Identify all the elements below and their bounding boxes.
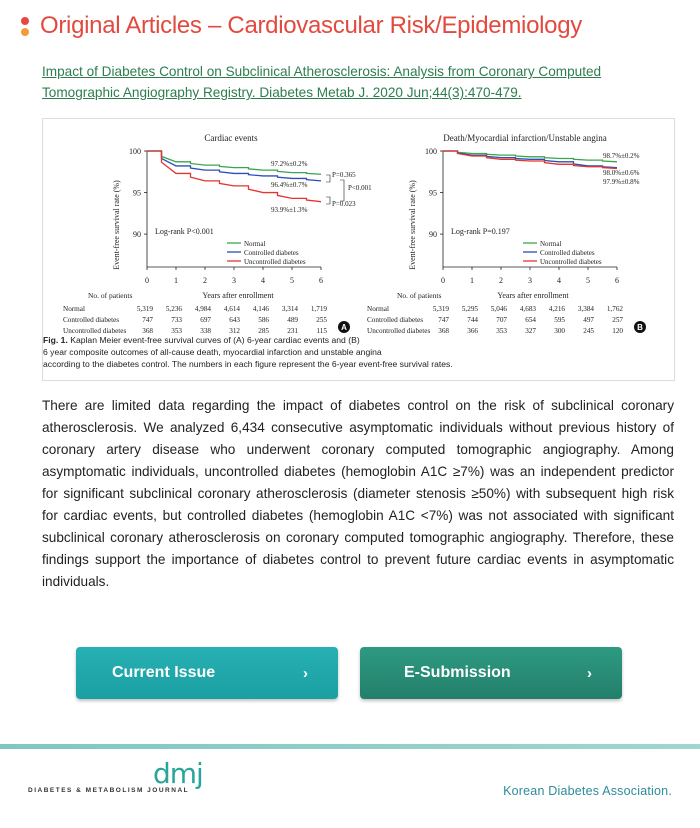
count-cell: 338 (200, 327, 211, 335)
x-tick-label: 4 (557, 276, 561, 285)
figure-caption-label: Fig. 1. (43, 335, 68, 345)
count-cell: 1,719 (310, 305, 327, 313)
count-cell: 4,984 (194, 305, 211, 313)
count-cell: 257 (612, 316, 623, 324)
count-cell: 368 (142, 327, 153, 335)
journal-logo[interactable] (28, 757, 218, 801)
count-cell: 245 (583, 327, 594, 335)
x-tick-label: 3 (528, 276, 532, 285)
count-cell: 255 (316, 316, 327, 324)
count-cell: 747 (142, 316, 153, 324)
panel-a-annotation-uncontrolled: 93.9%±1.3% (271, 206, 308, 214)
count-cell: 707 (496, 316, 507, 324)
panel-b-annotation-controlled: 98.0%±0.6% (603, 169, 640, 177)
e-submission-button[interactable] (360, 647, 622, 699)
logo-dmj-text: dmj (153, 757, 203, 790)
x-tick-label: 0 (145, 276, 149, 285)
article-citation-link[interactable]: Impact of Diabetes Control on Subclinical Atherosclerosis: Analysis from Coronary Computed Tomographic Angiography Registry. Diabetes Metab J. 2020 Jun;44(3):470-479. (42, 64, 602, 100)
count-cell: 595 (554, 316, 565, 324)
y-tick-label: 90 (429, 230, 437, 240)
count-cell: 489 (287, 316, 298, 324)
count-cell: 733 (171, 316, 182, 324)
count-cell: 5,319 (432, 305, 449, 313)
x-tick-label: 1 (470, 276, 474, 285)
count-cell: 3,384 (577, 305, 594, 313)
panel-a-xlabel: Years after enrollment (202, 291, 274, 300)
legend-label-normal: Normal (244, 240, 266, 248)
panel-a-bracket-1 (326, 175, 330, 182)
y-tick-label: 100 (425, 147, 437, 156)
chevron-right-icon: › (303, 664, 308, 682)
count-cell: 643 (229, 316, 240, 324)
legend-label-uncontrolled: Uncontrolled diabetes (540, 258, 602, 266)
legend-label-normal: Normal (540, 240, 562, 248)
panel-a-logrank: Log-rank P<0.001 (155, 227, 214, 236)
count-cell: 312 (229, 327, 240, 335)
panel-a-annotation-normal: 97.2%±0.2% (271, 160, 308, 168)
panel-b-annotation-normal: 98.7%±0.2% (603, 152, 640, 160)
count-cell: 353 (171, 327, 182, 335)
logo-subtitle: DIABETES & METABOLISM JOURNAL (28, 787, 190, 794)
chevron-right-icon: › (587, 664, 592, 682)
panel-b-xlabel: Years after enrollment (497, 291, 569, 300)
count-cell: 4,146 (252, 305, 269, 313)
count-cell: 747 (438, 316, 449, 324)
panel-a-pvalue-2: P<0.001 (348, 184, 372, 192)
panel-a-bracket-3 (326, 197, 330, 204)
row-label-controlled: Controlled diabetes (367, 316, 424, 324)
panel-a-bracket-2 (340, 180, 344, 201)
footer-divider (0, 744, 700, 749)
y-tick-label: 95 (133, 188, 141, 198)
series-line-uncontrolled (147, 151, 321, 202)
count-cell: 5,046 (490, 305, 507, 313)
count-cell: 5,236 (165, 305, 182, 313)
panel-b-annotation-uncontrolled: 97.9%±0.8% (603, 178, 640, 186)
count-cell: 586 (258, 316, 269, 324)
header-bullet-icon (20, 17, 30, 36)
y-tick-label: 95 (429, 188, 437, 198)
count-cell: 654 (525, 316, 536, 324)
row-label-uncontrolled: Uncontrolled diabetes (367, 327, 431, 335)
count-cell: 120 (612, 327, 623, 335)
page-title: Original Articles – Cardiovascular Risk/Epidemiology (40, 12, 582, 39)
figure-caption-line-1: Kaplan Meier event-free survival curves of (A) 6-year cardiac events and (B) (67, 335, 360, 345)
count-cell: 5,295 (461, 305, 478, 313)
panel-a-pvalue-3: P=0.023 (332, 200, 356, 208)
panel-a-badge-label: A (341, 323, 347, 332)
count-cell: 353 (496, 327, 507, 335)
panel-a-patients-label: No. of patients (88, 291, 133, 300)
count-cell: 231 (287, 327, 298, 335)
figure (42, 118, 675, 381)
x-tick-label: 6 (319, 276, 323, 285)
count-cell: 697 (200, 316, 211, 324)
x-tick-label: 5 (586, 276, 590, 285)
row-label-normal: Normal (367, 305, 389, 313)
count-cell: 3,314 (281, 305, 298, 313)
figure-caption-line-3: according to the diabetes control. The numbers in each figure represent the 6-year event-free survival rates. (43, 359, 453, 369)
row-label-uncontrolled: Uncontrolled diabetes (63, 327, 127, 335)
count-cell: 5,319 (136, 305, 153, 313)
panel-b-logrank: Log-rank P=0.197 (451, 227, 510, 236)
count-cell: 300 (554, 327, 565, 335)
count-cell: 4,683 (519, 305, 536, 313)
row-label-normal: Normal (63, 305, 85, 313)
panel-a-ylabel: Event-free survival rate (%) (112, 180, 121, 270)
legend-label-controlled: Controlled diabetes (244, 249, 299, 257)
count-cell: 327 (525, 327, 536, 335)
count-cell: 4,614 (223, 305, 240, 313)
x-tick-label: 5 (290, 276, 294, 285)
count-cell: 497 (583, 316, 594, 324)
count-cell: 366 (467, 327, 478, 335)
x-tick-label: 2 (203, 276, 207, 285)
legend-label-controlled: Controlled diabetes (540, 249, 595, 257)
x-tick-label: 3 (232, 276, 236, 285)
kaplan-meier-figure (43, 119, 676, 382)
count-cell: 1,762 (606, 305, 623, 313)
panel-a-title: Cardiac events (204, 133, 258, 143)
figure-caption (43, 335, 453, 369)
x-tick-label: 4 (261, 276, 265, 285)
panel-a (63, 133, 372, 335)
current-issue-button[interactable] (76, 647, 338, 699)
count-cell: 744 (467, 316, 478, 324)
figure-caption-line-2: 6 year composite outcomes of all-cause death, myocardial infarction and unstable angina (43, 347, 382, 357)
x-tick-label: 1 (174, 276, 178, 285)
current-issue-label: Current Issue (112, 664, 216, 681)
y-tick-label: 100 (129, 147, 141, 156)
panel-a-pvalue-1: P=0.365 (332, 171, 356, 179)
x-tick-label: 2 (499, 276, 503, 285)
page-header (20, 12, 582, 40)
panel-b-title: Death/Myocardial infarction/Unstable angina (443, 133, 607, 143)
count-cell: 115 (316, 327, 327, 335)
panel-b (367, 133, 646, 335)
panel-a-annotation-controlled: 96.4%±0.7% (271, 181, 308, 189)
y-tick-label: 90 (133, 230, 141, 240)
x-tick-label: 6 (615, 276, 619, 285)
count-cell: 4,216 (548, 305, 565, 313)
abstract-text: There are limited data regarding the impact of diabetes control on the risk of subclinical coronary atherosclerosis. We analyzed 6,434 consecutive asymptomatic individuals without previous history of coronary artery disease who underwent coronary computed tomographic angiography. Among asymptomatic individuals, uncontrolled diabetes (hemoglobin A1C ≥7%) was an independent predictor for significant subclinical coronary atherosclerosis (diameter stenosis ≥50%) with subsequent high risk for cardiac events, but controlled diabetes (hemoglobin A1C <7%) was not associated with significant subclinical coronary atherosclerosis on coronary computed tomographic angiography. Therefore, these findings support the importance of diabetes control to prevent future cardiac events in asymptomatic individuals. (42, 398, 674, 589)
association-name: Korean Diabetes Association. (503, 784, 672, 798)
x-tick-label: 0 (441, 276, 445, 285)
legend-label-uncontrolled: Uncontrolled diabetes (244, 258, 306, 266)
count-cell: 285 (258, 327, 269, 335)
panel-b-ylabel: Event-free survival rate (%) (408, 180, 417, 270)
panel-b-patients-label: No. of patients (397, 291, 442, 300)
row-label-controlled: Controlled diabetes (63, 316, 120, 324)
panel-b-badge-label: B (637, 323, 643, 332)
series-line-normal (443, 151, 617, 162)
count-cell: 368 (438, 327, 449, 335)
e-submission-label: E-Submission (404, 664, 511, 681)
